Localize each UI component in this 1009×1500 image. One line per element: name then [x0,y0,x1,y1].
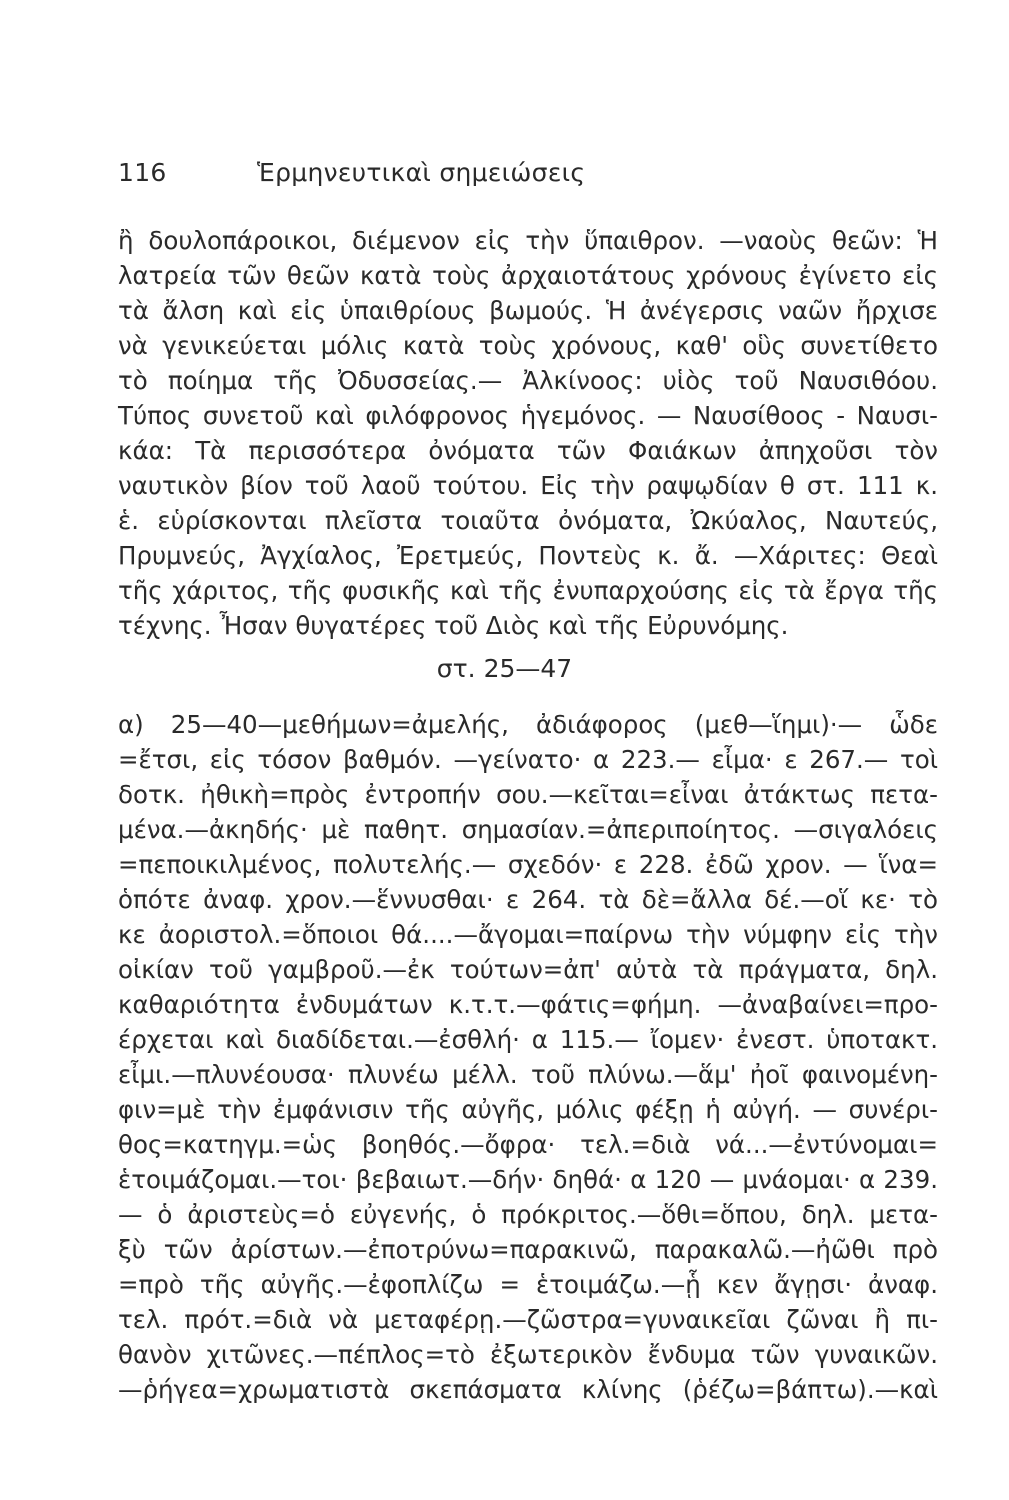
text-line: έρχεται καὶ διαδίδεται.—ἐσθλή· α 115.— ἴομεν· ἐνεστ. ὑποτακτ. [118,1025,938,1054]
text-line: μένα.—ἀκηδής· μὲ παθητ. σημασίαν.=ἀπεριποίητος. —σιγαλόεις [118,815,938,844]
section-title: στ. 25—47 [436,654,573,683]
text-line: ἑτοιμάζομαι.—τοι· βεβαιωτ.—δήν· δηθά· α 120 — μνάομαι· α 239. [118,1165,938,1194]
text-line: κάα: Τὰ περισσότερα ὀνόματα τῶν Φαιάκων ἀπηχοῦσι τὸν [118,436,938,465]
running-title: Ἑρμηνευτικαὶ σημειώσεις [257,158,586,187]
text-line: νὰ γενικεύεται μόλις κατὰ τοὺς χρόνους, καθ' οὓς συνετίθετο [118,331,938,360]
text-line: Τύπος συνετοῦ καὶ φιλόφρονος ἡγεμόνος. — Ναυσίθοος - Ναυσι- [118,401,938,430]
text-line: ναυτικὸν βίον τοῦ λαοῦ τούτου. Εἰς τὴν ραψῳδίαν θ στ. 111 κ. [118,471,938,500]
text-line: θανὸν χιτῶνες.—πέπλος=τὸ ἐξωτερικὸν ἔνδυμα τῶν γυναικῶν. [118,1340,938,1369]
text-line: εἶμι.—πλυνέουσα· πλυνέω μέλλ. τοῦ πλύνω.—ἅμ' ἠοῖ φαινομένη- [118,1060,938,1089]
text-line: =πρὸ τῆς αὐγῆς.—ἐφοπλίζω = ἑτοιμάζω.—ᾗ κεν ἄγῃσι· ἀναφ. [118,1270,938,1299]
text-line: καθαριότητα ἐνδυμάτων κ.τ.τ.—φάτις=φήμη. —ἀναβαίνει=προ- [118,990,938,1019]
text-line: θος=κατηγμ.=ὡς βοηθός.—ὄφρα· τελ.=διὰ νά...—ἐντύνομαι= [118,1130,938,1159]
text-line: τὰ ἄλση καὶ εἰς ὑπαιθρίους βωμούς. Ἡ ἀνέγερσις ναῶν ἤρχισε [118,296,938,325]
text-line: τελ. πρότ.=διὰ νὰ μεταφέρῃ.—ζῶστρα=γυναικεῖαι ζῶναι ἢ πι- [118,1305,938,1334]
text-line: —ῥήγεα=χρωματιστὰ σκεπάσματα κλίνης (ῥέζω=βάπτω).—καὶ [118,1375,938,1404]
text-line: κε ἀοριστολ.=ὅποιοι θά....—ἄγομαι=παίρνω τὴν νύμφην εἰς τὴν [118,920,938,949]
text-line: α) 25—40—μεθήμων=ἀμελής, ἀδιάφορος (μεθ—ἵημι)·— ὧδε [118,710,938,739]
page-number: 116 [118,158,167,187]
text-line: ἢ δουλοπάροικοι, διέμενον εἰς τὴν ὕπαιθρον. —ναοὺς θεῶν: Ἡ [118,226,938,255]
text-line: =ἔτσι, εἰς τόσον βαθμόν. —γείνατο· α 223.— εἶμα· ε 267.— τοὶ [118,745,938,774]
text-line: =πεποικιλμένος, πολυτελής.— σχεδόν· ε 228. ἐδῶ χρον. — ἵνα= [118,850,938,879]
text-line: λατρεία τῶν θεῶν κατὰ τοὺς ἀρχαιοτάτους χρόνους ἐγίνετο εἰς [118,261,938,290]
text-line: φιν=μὲ τὴν ἐμφάνισιν τῆς αὐγῆς, μόλις φέξῃ ἡ αὐγή. — συνέρι- [118,1095,938,1124]
text-line: τὸ ποίημα τῆς Ὀδυσσείας.— Ἀλκίνοος: υἱὸς τοῦ Ναυσιθόου. [118,366,938,395]
text-line: ξὺ τῶν ἀρίστων.—ἐποτρύνω=παρακινῶ, παρακαλῶ.—ἠῶθι πρὸ [118,1235,938,1264]
text-line: ἑ. εὑρίσκονται πλεῖστα τοιαῦτα ὀνόματα, Ὠκύαλος, Ναυτεύς, [118,506,938,535]
text-line: — ὁ ἀριστεὺς=ὁ εὐγενής, ὁ πρόκριτος.—ὅθι=ὅπου, δηλ. μετα- [118,1200,938,1229]
text-line: δοτκ. ἠθικὴ=πρὸς ἐντροπήν σου.—κεῖται=εἶναι ἀτάκτως πετα- [118,780,938,809]
text-line: τέχνης. Ἦσαν θυγατέρες τοῦ Διὸς καὶ τῆς Εὐρυνόμης. [118,611,789,640]
text-line: οἰκίαν τοῦ γαμβροῦ.—ἐκ τούτων=ἀπ' αὐτὰ τὰ πράγματα, δηλ. [118,955,938,984]
text-line: Πρυμνεύς, Ἀγχίαλος, Ἐρετμεύς, Ποντεὺς κ. ἄ. —Χάριτες: Θεαὶ [118,541,938,570]
text-line: ὁπότε ἀναφ. χρον.—ἕννυσθαι· ε 264. τὰ δὲ=ἄλλα δέ.—οἵ κε· τὸ [118,885,938,914]
text-line: τῆς χάριτος, τῆς φυσικῆς καὶ τῆς ἐνυπαρχούσης εἰς τὰ ἔργα τῆς [118,576,938,605]
